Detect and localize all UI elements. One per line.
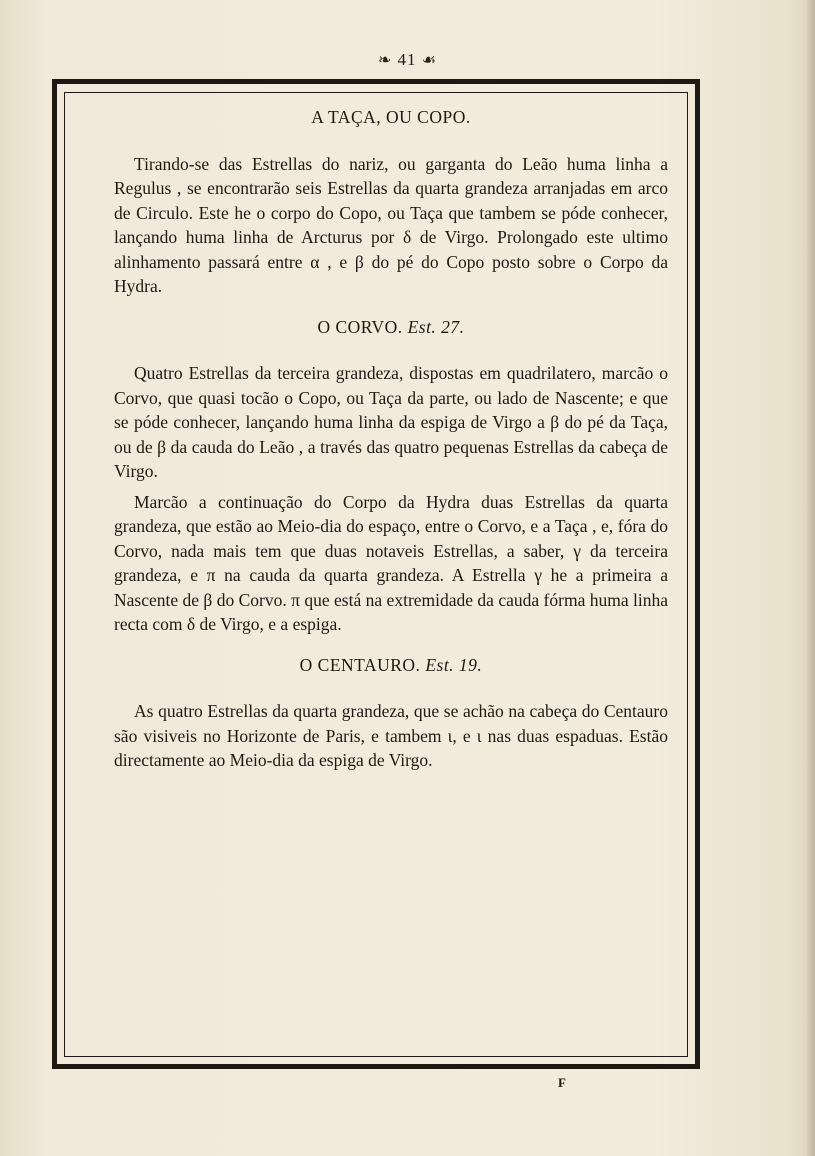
section-title-taca xyxy=(114,105,668,130)
ornament-left-icon: ❧ xyxy=(377,52,393,69)
page-edge xyxy=(807,0,815,1156)
ornament-right-icon: ☙ xyxy=(421,52,438,69)
plate-reference: Est. 19. xyxy=(425,654,483,675)
paragraph-corvo-2: Marcão a continuação do Corpo da Hydra duas Estrellas da quarta grandeza, que estão ao Meio-dia do espaço, entre o Corvo, e a Taça , e, fóra do Corvo, nada mais tem que duas notaveis Estrellas, a saber, γ da terceira grandeza, e π na cauda da quarta grandeza. A Estrella γ he a primeira a Nascente de β do Corvo. π que está na extremidade da cauda fórma huma linha recta com δ de Virgo, e a espiga. xyxy=(114,491,668,634)
page-number: 41 xyxy=(397,50,417,69)
signature-mark: F xyxy=(558,1075,566,1090)
paragraph-corvo-1: Quatro Estrellas da terceira grandeza, dispostas em quadrilatero, marcão o Corvo, que quasi tocão o Copo, ou Taça da parte, ou lado de Nascente; e que se póde conhecer, lançando huma linha da espiga de Virgo a β do pé da Taça, ou de β da cauda do Leão , a través das quatro pequenas Estrellas da cabeça de Virgo. xyxy=(114,363,668,481)
section-heading: A TAÇA, OU COPO. xyxy=(311,107,471,127)
section-title-centauro xyxy=(114,653,668,678)
section-heading: O CENTAURO. xyxy=(299,654,421,675)
page-header xyxy=(0,50,815,70)
page-body xyxy=(114,105,668,789)
section-title-corvo xyxy=(114,315,668,340)
section-heading: O CORVO. xyxy=(317,316,403,337)
paragraph-centauro-1: As quatro Estrellas da quarta grandeza, que se achão na cabeça do Centauro são visiveis no Horizonte de Paris, e tambem ι, e ι nas duas espaduas. Estão directamente ao Meio-dia da espiga de Virgo. xyxy=(114,701,668,770)
plate-reference: Est. 27. xyxy=(407,316,465,337)
paragraph-taca-1: Tirando-se das Estrellas do nariz, ou garganta do Leão huma linha a Regulus , se encontrarão seis Estrellas da quarta grandeza arranjadas em arco de Circulo. Este he o corpo do Copo, ou Taça que tambem se póde conhecer, lançando huma linha de Arcturus por δ de Virgo. Prolongado este ultimo alinhamento passará entre α , e β do pé do Copo posto sobre o Corpo da Hydra. xyxy=(114,153,668,296)
